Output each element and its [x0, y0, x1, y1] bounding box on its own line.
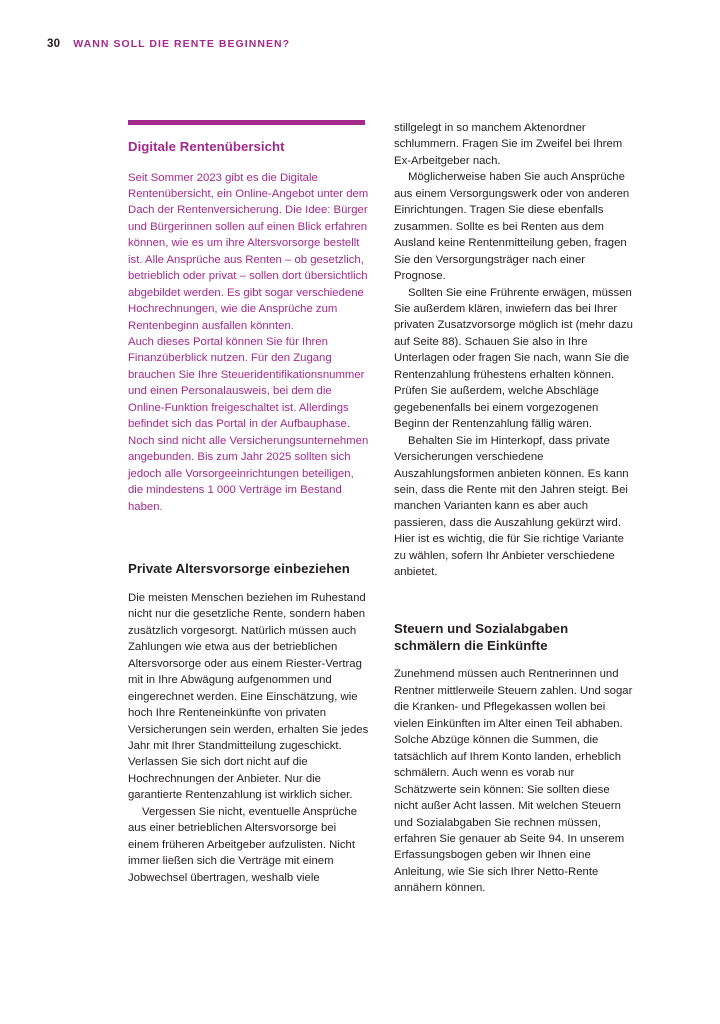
- paragraph: stillgelegt in so manchem Aktenordner schlummern. Fragen Sie im Zweifel bei Ihrem Ex-Arbeitgeber nach.: [394, 122, 623, 167]
- body-columns: [128, 120, 635, 897]
- paragraph: Behalten Sie im Hinterkopf, dass private Versicherungen verschiedene Auszahlungsformen anbieten können. Es kann sein, dass die Rente mit den Jahren steigt. Bei manchen Varianten kann es aber auch passieren, dass die Auszahlung gekürzt wird. Hier ist es wichtig, die für Sie richtige Variante zu wählen, sofern Ihr Anbieter verschiedene anbietet.: [394, 434, 629, 579]
- running-header: [47, 38, 290, 50]
- paragraph: Seit Sommer 2023 gibt es die Digitale Rentenübersicht, ein Online-Angebot unter dem Dach der Rentenversicherung. Die Idee: Bürger und Bürgerinnen sollen auf einen Blick erfahren können, wie es um ihre Altersvorsorge bestellt ist. Alle Ansprüche aus Renten – ob gesetzlich, betrieblich oder privat – sollen dort übersichtlich abgebildet werden. Es gibt sogar verschiedene Hochrechnungen, wie die Ansprüche zum Rentenbeginn ausfallen könnten.: [128, 171, 369, 332]
- subsection-heading-steuern-und-sozialabgaben: Steuern und Sozialabgaben schmälern die Einkünfte: [394, 620, 569, 653]
- left-column: [128, 120, 369, 897]
- section-heading-digitale-rentenuebersicht: Digitale Rentenübersicht: [128, 139, 285, 154]
- subsection-heading-private-altersvorsorge: Private Altersvorsorge einbeziehen: [128, 561, 350, 577]
- chapter-title: WANN SOLL DIE RENTE BEGINNEN?: [73, 38, 291, 50]
- paragraph: Zunehmend müssen auch Rentnerinnen und Rentner mittlerweile Steuern zahlen. Und sogar die Kranken- und Pflegekassen wollen bei vielen Einkünften im Alter einen Teil abhaben. Solche Abzüge können die Summen, die tatsächlich auf Ihrem Konto landen, erheblich schmälern. Auch wenn es vorab nur Schätzwerte sein können: Sie sollten diese nicht außer Acht lassen. Mit welchen Steuern und Sozialabgaben Sie rechnen müssen, erfahren Sie genauer ab Seite 94. In unserem Erfassungsbogen geben wir Ihnen eine Anleitung, wie Sie sich Ihrer Netto-Rente annähern können.: [394, 668, 633, 895]
- paragraph: Möglicherweise haben Sie auch Ansprüche aus einem Versorgungswerk oder von anderen Einrichtungen. Tragen Sie diese ebenfalls zusammen. Sollte es bei Renten aus dem Ausland keine Rentenmitteilung geben, fragen Sie den Versorgungsträger nach einer Prognose.: [394, 171, 630, 283]
- section-rule: [128, 120, 365, 125]
- page-number: 30: [47, 38, 61, 50]
- right-column: [394, 120, 635, 897]
- paragraph: Auch dieses Portal können Sie für Ihren Finanzüberblick nutzen. Für den Zugang brauchen Sie Ihre Steueridentifikationsnummer und einen Personalausweis, bei dem die Online-Funktion freigeschaltet ist. Allerdings befindet sich das Portal in der Aufbauphase. Noch sind nicht alle Versicherungsunternehmen angebunden. Bis zum Jahr 2025 sollten sich jedoch alle Vorsorgeeinrichtungen beteiligen, die mindestens 1 000 Verträge im Bestand haben.: [128, 336, 369, 513]
- paragraph: Vergessen Sie nicht, eventuelle Ansprüche aus einer betrieblichen Altersvorsorge bei einem früheren Arbeitgeber aufzulisten. Nicht immer ließen sich die Verträge mit einem Jobwechsel übertragen, weshalb viele: [128, 805, 358, 884]
- paragraph: Die meisten Menschen beziehen im Ruhestand nicht nur die gesetzliche Rente, sondern haben zusätzlich vorgesorgt. Natürlich müssen auch Zahlungen wie etwa aus der betrieblichen Altersvorsorge oder aus einem Riester-Vertrag mit in Ihre Abwägung aufgenommen und eingerechnet werden. Eine Einschätzung, wie hoch Ihre Renteneinkünfte von privaten Versicherungen sein werden, erhalten Sie jedes Jahr mit Ihrer Standmitteilung zugeschickt. Verlassen Sie sich dort nicht auf die Hochrechnungen der Anbieter. Nur die garantierte Rentenzahlung ist wirklich sicher.: [128, 591, 369, 802]
- paragraph: Sollten Sie eine Frührente erwägen, müssen Sie außerdem klären, inwiefern das bei Ihrer privaten Zusatzvorsorge möglich ist (mehr dazu auf Seite 88). Schauen Sie also in Ihre Unterlagen oder fragen Sie nach, wann Sie die Rentenzahlung frühestens erhalten können. Prüfen Sie außerdem, welche Abschläge gegebenenfalls bei einem vorgezogenen Beginn der Rentenzahlung fällig wären.: [394, 286, 633, 431]
